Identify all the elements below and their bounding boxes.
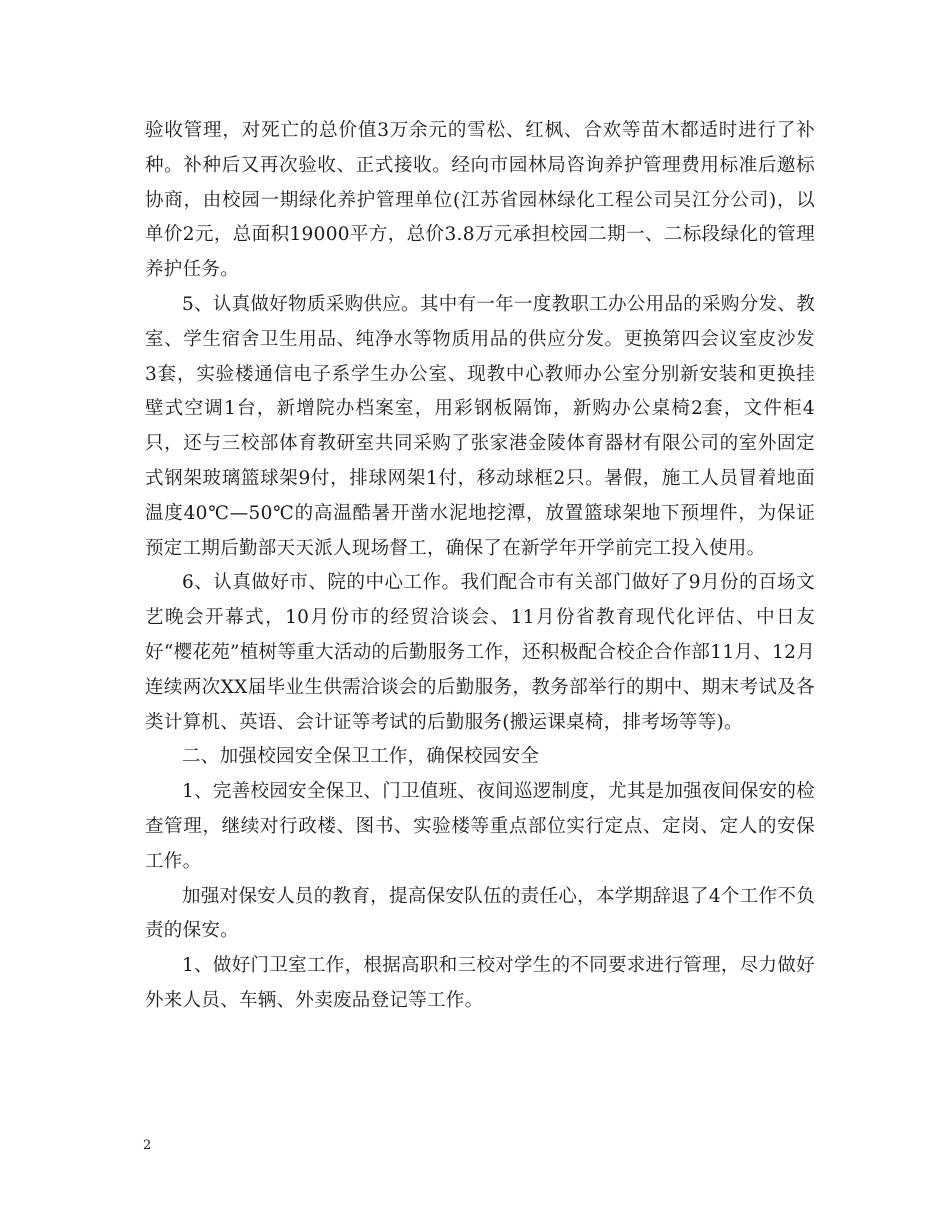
paragraph-3: 6、认真做好市、院的中心工作。我们配合市有关部门做好了9月份的百场文艺晚会开幕式，10月份市的经贸洽谈会、11月份省教育现代化评估、中日友好“樱花苑”植树等重大活动的后勤服务工作，还积极配合校企合作部11月、12月连续两次XX届毕业生供需洽谈会的后勤服务，教务部举行的期中、期末考试及各类计算机、英语、会计证等考试的后勤服务(搬运课桌椅，排考场等等)。 — [145, 572, 815, 733]
paragraph-5: 1、完善校园安全保卫、门卫值班、夜间巡逻制度，尤其是加强夜间保安的检查管理，继续对行政楼、图书、实验楼等重点部位实行定点、定岗、定人的安保工作。 — [145, 781, 815, 872]
paragraph-2: 5、认真做好物质采购供应。其中有一年一度教职工办公用品的采购分发、教室、学生宿舍卫生用品、纯净水等物质用品的供应分发。更换第四会议室皮沙发3套，实验楼通信电子系学生办公室、现教中心教师办公室分别新安装和更换挂壁式空调1台，新增院办档案室，用彩钢板隔饰，新购办公桌椅2套，文件柜4只，还与三校部体育教研室共同采购了张家港金陵体育器材有限公司的室外固定式钢架玻璃篮球架9付，排球网架1付，移动球框2只。暑假，施工人员冒着地面温度40℃—50℃的高温酷暑开凿水泥地挖潭，放置篮球架地下预埋件，为保证预定工期后勤部天天派人现场督工，确保了在新学年开学前完工投入使用。 — [145, 293, 815, 559]
section-heading: 二、加强校园安全保卫工作，确保校园安全 — [182, 746, 540, 768]
page-number: 2 — [143, 1138, 152, 1153]
paragraph-6: 加强对保安人员的教育，提高保安队伍的责任心，本学期辞退了4个工作不负责的保安。 — [145, 885, 815, 942]
paragraph-1: 验收管理，对死亡的总价值3万余元的雪松、红枫、合欢等苗木都适时进行了补种。补种后又再次验收、正式接收。经向市园林局咨询养护管理费用标准后邀标协商，由校园一期绿化养护管理单位(江苏省园林绿化工程公司吴江分公司)，以单价2元，总面积19000平方，总价3.8万元承担校园二期一、二标段绿化的管理养护任务。 — [145, 120, 815, 281]
paragraph-7: 1、做好门卫室工作，根据高职和三校对学生的不同要求进行管理，尽力做好外来人员、车辆、外卖废品登记等工作。 — [145, 955, 815, 1011]
document-body — [145, 114, 815, 1019]
